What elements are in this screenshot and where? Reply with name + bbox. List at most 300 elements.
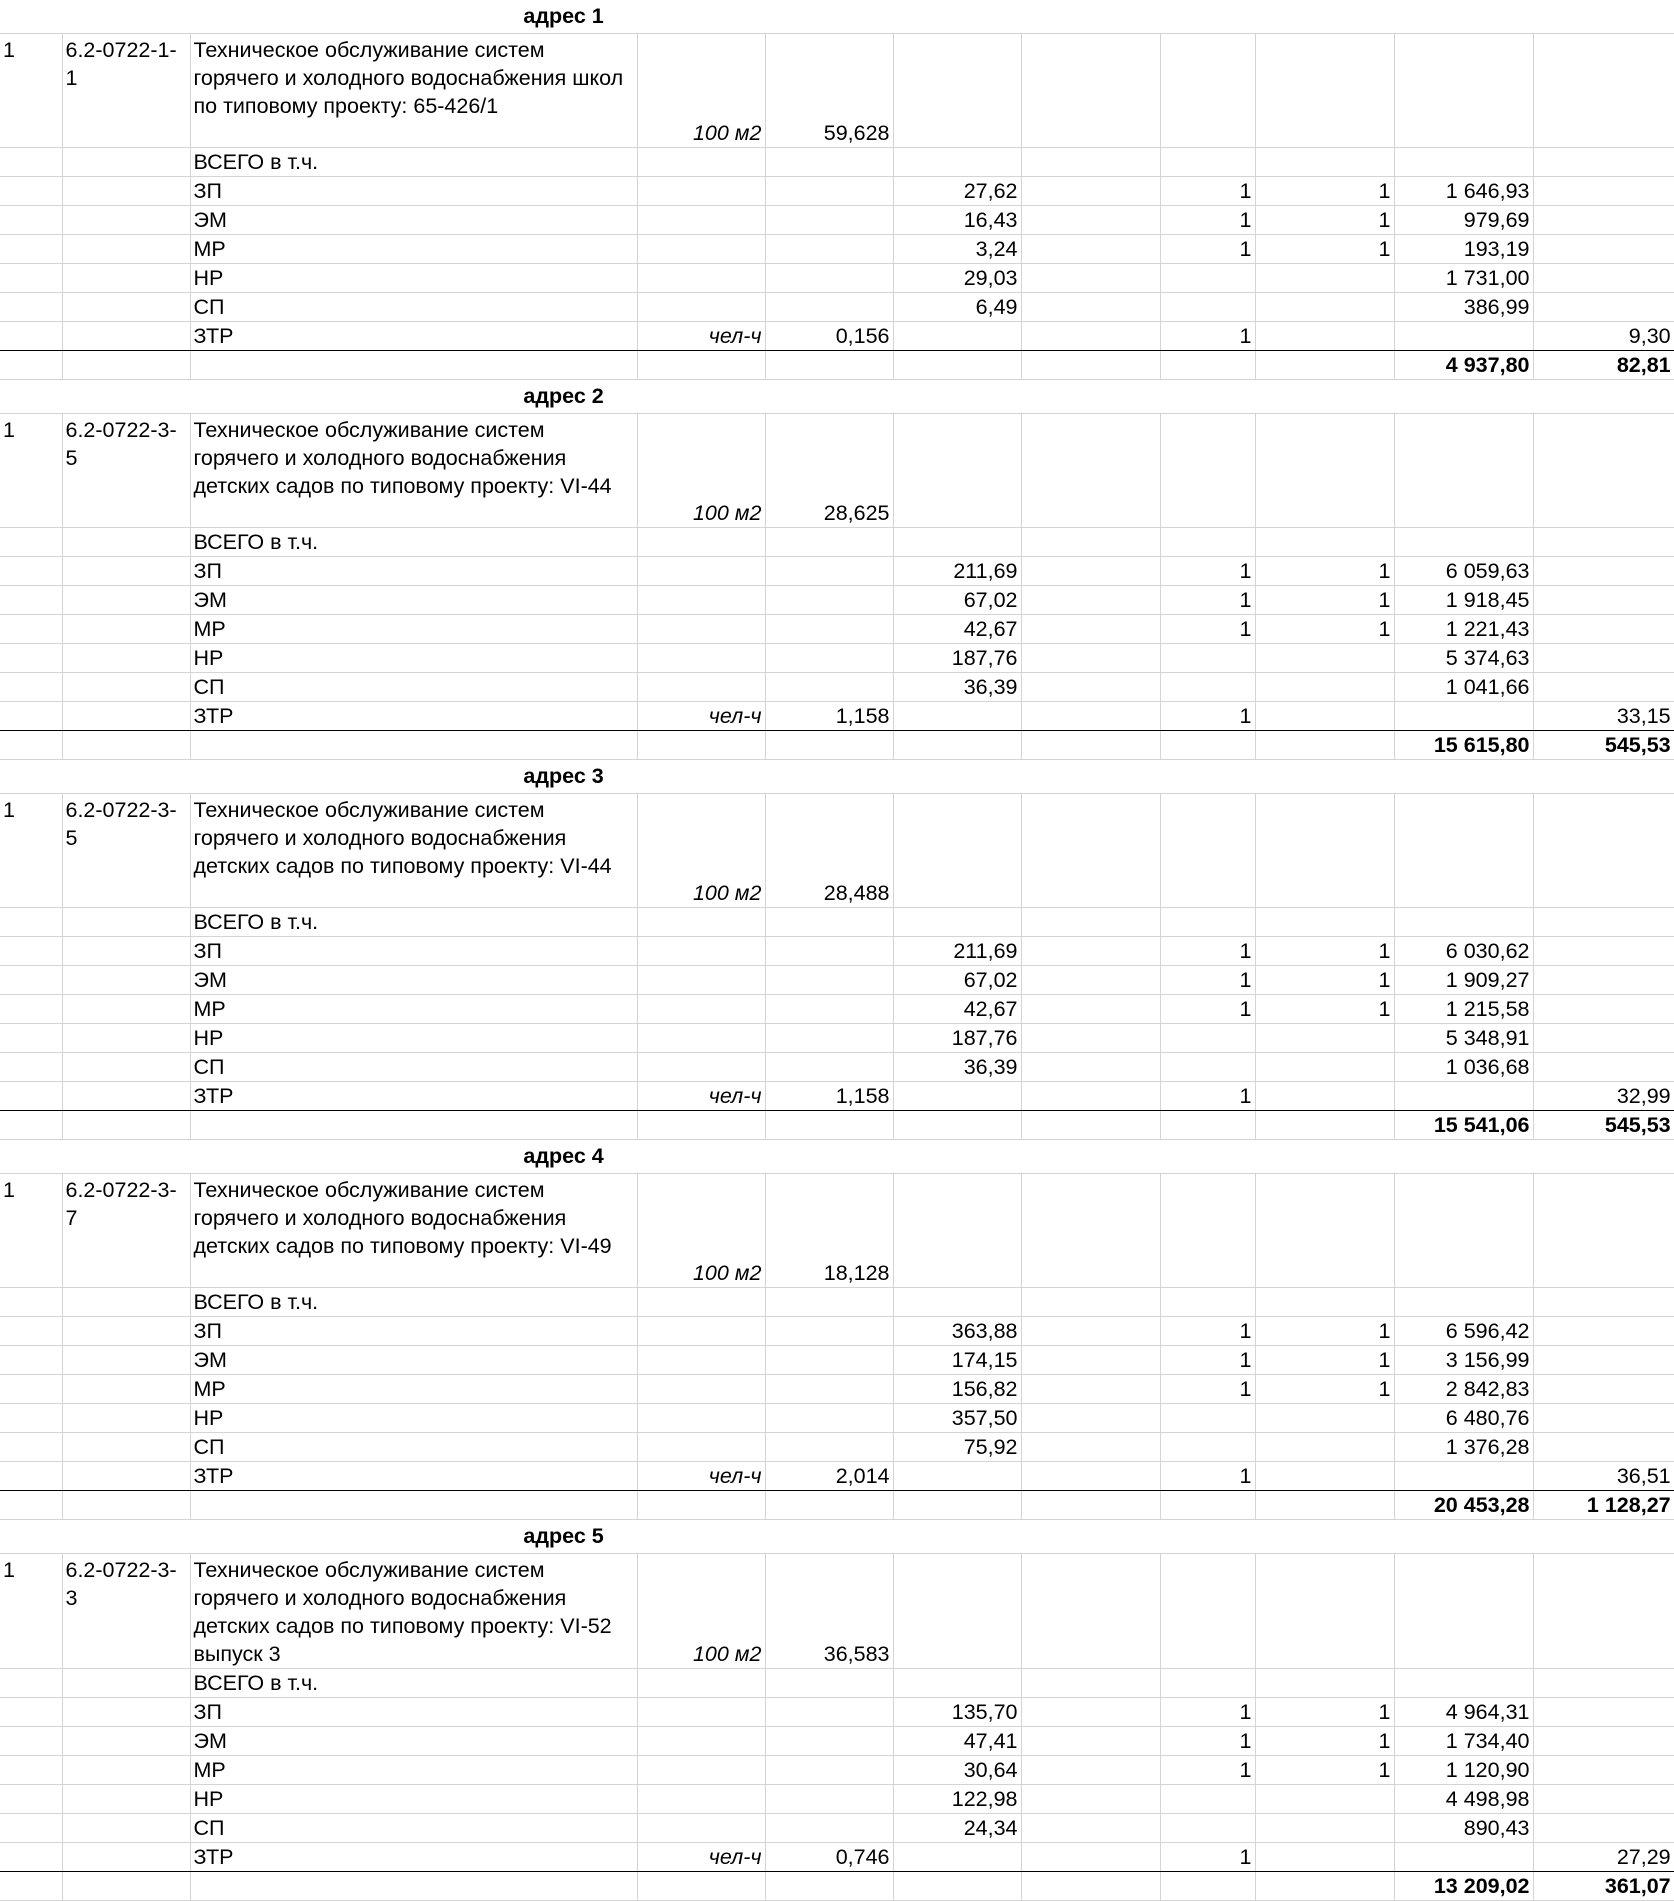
item-quantity[interactable]: 28,625 [765,414,893,528]
cell[interactable] [1533,1174,1674,1288]
cell[interactable] [637,908,765,937]
cell[interactable] [1533,794,1674,908]
cost-base[interactable]: 211,69 [893,557,1021,586]
cell[interactable] [0,1433,62,1462]
cell[interactable] [1394,528,1533,557]
cost-quantity[interactable] [765,235,893,264]
cell[interactable] [1021,1462,1160,1491]
cell[interactable] [0,351,62,380]
cost-label[interactable]: НР [190,1785,637,1814]
vsego-label[interactable]: ВСЕГО в т.ч. [190,1288,637,1317]
cell[interactable] [62,1491,190,1520]
cost-quantity[interactable]: 2,014 [765,1462,893,1491]
cost-quantity[interactable] [765,937,893,966]
cell[interactable] [1255,414,1394,528]
cost-label[interactable]: МР [190,995,637,1024]
cell[interactable] [893,1872,1021,1901]
cell[interactable] [1021,702,1160,731]
cell[interactable] [0,1698,62,1727]
cell[interactable] [1021,414,1160,528]
cell[interactable] [0,1024,62,1053]
cost-unit[interactable]: чел-ч [637,1843,765,1872]
cost-base[interactable]: 29,03 [893,264,1021,293]
cost-label[interactable]: ЗТР [190,702,637,731]
cell[interactable] [1255,731,1394,760]
cost-unit[interactable] [637,1317,765,1346]
cell[interactable] [62,264,190,293]
cost-coef-2[interactable] [1255,1404,1394,1433]
cost-total[interactable] [1394,1462,1533,1491]
cost-coef-1[interactable]: 1 [1160,702,1255,731]
cell[interactable] [1021,615,1160,644]
cell[interactable] [0,908,62,937]
block-sum-total[interactable]: 15 541,06 [1394,1111,1533,1140]
cost-base[interactable]: 363,88 [893,1317,1021,1346]
cell[interactable] [1255,1174,1394,1288]
cost-quantity[interactable] [765,995,893,1024]
cell[interactable] [0,206,62,235]
cost-unit[interactable] [637,177,765,206]
cost-unit[interactable] [637,1727,765,1756]
cost-quantity[interactable] [765,1433,893,1462]
cost-unit[interactable] [637,557,765,586]
cost-coef-2[interactable] [1255,1024,1394,1053]
cost-total[interactable]: 1 909,27 [1394,966,1533,995]
cell[interactable] [1021,1491,1160,1520]
cell[interactable] [1021,1317,1160,1346]
cell[interactable] [1021,351,1160,380]
cell[interactable] [0,1375,62,1404]
cell[interactable] [893,908,1021,937]
cost-labor[interactable] [1533,937,1674,966]
cost-label[interactable]: ЗП [190,1317,637,1346]
cell[interactable] [1394,414,1533,528]
cost-quantity[interactable] [765,1404,893,1433]
cell[interactable] [62,1843,190,1872]
cost-unit[interactable] [637,644,765,673]
cell[interactable] [62,322,190,351]
block-sum-total[interactable]: 13 209,02 [1394,1872,1533,1901]
cell[interactable] [1021,1814,1160,1843]
cell[interactable] [1533,414,1674,528]
cell[interactable] [1160,1288,1255,1317]
cost-label[interactable]: НР [190,264,637,293]
cell[interactable] [1160,1174,1255,1288]
cell[interactable] [1533,34,1674,148]
cost-base[interactable]: 27,62 [893,177,1021,206]
cell[interactable] [1021,731,1160,760]
cell[interactable] [765,351,893,380]
cell[interactable] [637,148,765,177]
block-sum-total[interactable]: 4 937,80 [1394,351,1533,380]
cell[interactable] [0,235,62,264]
cost-label[interactable]: ЭМ [190,1346,637,1375]
cell[interactable] [765,731,893,760]
cost-labor[interactable] [1533,1317,1674,1346]
block-sum-labor[interactable]: 545,53 [1533,731,1674,760]
cell[interactable] [190,351,637,380]
cost-coef-1[interactable] [1160,264,1255,293]
cell[interactable] [62,908,190,937]
cell[interactable] [1021,1669,1160,1698]
cost-coef-1[interactable] [1160,1404,1255,1433]
cell[interactable] [62,1024,190,1053]
cell[interactable] [0,1727,62,1756]
cost-total[interactable]: 386,99 [1394,293,1533,322]
block-sum-total[interactable]: 15 615,80 [1394,731,1533,760]
cell[interactable] [1160,1491,1255,1520]
cell[interactable] [637,1669,765,1698]
cell[interactable] [0,1317,62,1346]
item-quantity[interactable]: 18,128 [765,1174,893,1288]
cell[interactable] [893,34,1021,148]
cell[interactable] [1394,908,1533,937]
cell[interactable] [893,1174,1021,1288]
cost-coef-2[interactable]: 1 [1255,586,1394,615]
cost-label[interactable]: СП [190,1053,637,1082]
cost-total[interactable]: 1 918,45 [1394,586,1533,615]
cost-labor[interactable] [1533,264,1674,293]
cost-label[interactable]: МР [190,235,637,264]
item-description[interactable]: Техническое обслуживание систем горячего и холодного водоснабжения школ по типовому проекту: 65-426/1 [190,34,637,148]
cell[interactable] [893,1554,1021,1669]
cost-coef-2[interactable] [1255,293,1394,322]
cost-label[interactable]: МР [190,1375,637,1404]
cell[interactable] [0,1669,62,1698]
cell[interactable] [190,1491,637,1520]
cell[interactable] [1255,34,1394,148]
cost-base[interactable]: 211,69 [893,937,1021,966]
cost-quantity[interactable] [765,615,893,644]
cell[interactable] [1160,1111,1255,1140]
cost-total[interactable]: 1 646,93 [1394,177,1533,206]
cell[interactable] [62,1404,190,1433]
vsego-label[interactable]: ВСЕГО в т.ч. [190,148,637,177]
cell[interactable] [1255,148,1394,177]
cell[interactable] [62,731,190,760]
cell[interactable] [62,702,190,731]
cost-unit[interactable] [637,293,765,322]
cell[interactable] [1160,528,1255,557]
cost-labor[interactable]: 32,99 [1533,1082,1674,1111]
cell[interactable] [0,937,62,966]
cost-unit[interactable] [637,1756,765,1785]
cost-total[interactable]: 1 041,66 [1394,673,1533,702]
cell[interactable] [0,322,62,351]
cost-quantity[interactable]: 0,746 [765,1843,893,1872]
cost-label[interactable]: ЗТР [190,322,637,351]
cell[interactable] [62,586,190,615]
cost-label[interactable]: ЗП [190,1698,637,1727]
cell[interactable] [1021,1082,1160,1111]
cell[interactable] [1255,528,1394,557]
cell[interactable] [1021,1111,1160,1140]
cell[interactable] [0,1053,62,1082]
cell[interactable] [62,1082,190,1111]
cost-coef-1[interactable]: 1 [1160,322,1255,351]
cell[interactable] [765,1491,893,1520]
cost-labor[interactable]: 9,30 [1533,322,1674,351]
cost-base[interactable] [893,322,1021,351]
cell[interactable] [893,528,1021,557]
cell[interactable] [1533,148,1674,177]
cost-quantity[interactable] [765,1375,893,1404]
cost-labor[interactable] [1533,1433,1674,1462]
item-number[interactable]: 1 [0,34,62,148]
cost-coef-2[interactable]: 1 [1255,557,1394,586]
cost-label[interactable]: СП [190,1433,637,1462]
cell[interactable] [1160,1669,1255,1698]
cost-label[interactable]: МР [190,1756,637,1785]
cost-quantity[interactable] [765,206,893,235]
cell[interactable] [893,1111,1021,1140]
cost-coef-2[interactable] [1255,1785,1394,1814]
cost-total[interactable]: 6 596,42 [1394,1317,1533,1346]
cell[interactable] [1160,1554,1255,1669]
item-quantity[interactable]: 36,583 [765,1554,893,1669]
cost-coef-1[interactable]: 1 [1160,1082,1255,1111]
cost-unit[interactable] [637,937,765,966]
cell[interactable] [1021,264,1160,293]
block-sum-labor[interactable]: 545,53 [1533,1111,1674,1140]
cell[interactable] [62,644,190,673]
cost-base[interactable]: 36,39 [893,673,1021,702]
cost-quantity[interactable] [765,1727,893,1756]
vsego-label[interactable]: ВСЕГО в т.ч. [190,528,637,557]
cost-unit[interactable] [637,206,765,235]
cost-unit[interactable] [637,615,765,644]
cell[interactable] [0,557,62,586]
cost-base[interactable] [893,1462,1021,1491]
cost-quantity[interactable] [765,1814,893,1843]
cost-unit[interactable]: чел-ч [637,702,765,731]
cost-labor[interactable] [1533,1053,1674,1082]
cell[interactable] [62,1462,190,1491]
cost-coef-2[interactable]: 1 [1255,1756,1394,1785]
cell[interactable] [1255,908,1394,937]
cell[interactable] [1255,794,1394,908]
cost-unit[interactable] [637,1698,765,1727]
item-unit[interactable]: 100 м2 [637,794,765,908]
cell[interactable] [0,644,62,673]
item-number[interactable]: 1 [0,1554,62,1669]
cell[interactable] [1255,1872,1394,1901]
cell[interactable] [893,731,1021,760]
cost-label[interactable]: ЗТР [190,1843,637,1872]
cost-coef-1[interactable]: 1 [1160,177,1255,206]
cost-total[interactable]: 890,43 [1394,1814,1533,1843]
cost-total[interactable]: 1 036,68 [1394,1053,1533,1082]
cost-labor[interactable] [1533,644,1674,673]
cost-total[interactable]: 3 156,99 [1394,1346,1533,1375]
cell[interactable] [1021,1375,1160,1404]
cell[interactable] [62,995,190,1024]
cost-base[interactable]: 42,67 [893,615,1021,644]
cell[interactable] [62,1346,190,1375]
cell[interactable] [62,1756,190,1785]
cell[interactable] [1160,1872,1255,1901]
cost-unit[interactable] [637,264,765,293]
cost-labor[interactable] [1533,995,1674,1024]
cost-quantity[interactable] [765,293,893,322]
cell[interactable] [0,615,62,644]
cost-coef-1[interactable] [1160,1814,1255,1843]
cell[interactable] [765,1288,893,1317]
cost-coef-1[interactable]: 1 [1160,995,1255,1024]
cell[interactable] [1021,966,1160,995]
cost-unit[interactable] [637,586,765,615]
cost-base[interactable]: 187,76 [893,1024,1021,1053]
cell[interactable] [1160,794,1255,908]
cell[interactable] [1021,1433,1160,1462]
cost-labor[interactable] [1533,1024,1674,1053]
cell[interactable] [62,235,190,264]
cost-coef-2[interactable]: 1 [1255,1346,1394,1375]
cost-coef-1[interactable]: 1 [1160,1698,1255,1727]
cost-coef-1[interactable]: 1 [1160,615,1255,644]
cost-quantity[interactable] [765,1317,893,1346]
cell[interactable] [62,1698,190,1727]
cost-labor[interactable] [1533,293,1674,322]
cost-label[interactable]: ЗП [190,177,637,206]
cost-base[interactable]: 135,70 [893,1698,1021,1727]
cell[interactable] [765,1669,893,1698]
cost-quantity[interactable] [765,644,893,673]
cell[interactable] [62,148,190,177]
cell[interactable] [1394,1669,1533,1698]
cost-total[interactable]: 1 376,28 [1394,1433,1533,1462]
cost-base[interactable]: 42,67 [893,995,1021,1024]
cost-coef-1[interactable]: 1 [1160,206,1255,235]
cell[interactable] [0,1756,62,1785]
cell[interactable] [1021,148,1160,177]
cell[interactable] [1021,1053,1160,1082]
cell[interactable] [1160,34,1255,148]
cost-base[interactable]: 122,98 [893,1785,1021,1814]
cell[interactable] [637,731,765,760]
cell[interactable] [637,351,765,380]
cost-label[interactable]: ЭМ [190,966,637,995]
cost-labor[interactable] [1533,586,1674,615]
cell[interactable] [62,1111,190,1140]
cell[interactable] [1160,414,1255,528]
item-description[interactable]: Техническое обслуживание систем горячего и холодного водоснабжения детских садов по типовому проекту: VI-44 [190,794,637,908]
cost-label[interactable]: ЭМ [190,586,637,615]
cost-base[interactable]: 156,82 [893,1375,1021,1404]
item-unit[interactable]: 100 м2 [637,414,765,528]
cost-labor[interactable] [1533,1698,1674,1727]
cost-total[interactable]: 1 221,43 [1394,615,1533,644]
cost-labor[interactable] [1533,966,1674,995]
cell[interactable] [1160,731,1255,760]
cost-coef-1[interactable]: 1 [1160,1317,1255,1346]
cost-total[interactable]: 1 215,58 [1394,995,1533,1024]
cell[interactable] [1021,1872,1160,1901]
cell[interactable] [62,206,190,235]
cost-coef-2[interactable]: 1 [1255,937,1394,966]
cell[interactable] [1021,937,1160,966]
cost-total[interactable]: 4 964,31 [1394,1698,1533,1727]
cell[interactable] [62,1053,190,1082]
cost-coef-1[interactable] [1160,673,1255,702]
cost-total[interactable]: 2 842,83 [1394,1375,1533,1404]
cell[interactable] [765,1872,893,1901]
cell[interactable] [0,1872,62,1901]
item-quantity[interactable]: 59,628 [765,34,893,148]
cost-coef-1[interactable]: 1 [1160,1346,1255,1375]
vsego-label[interactable]: ВСЕГО в т.ч. [190,1669,637,1698]
cell[interactable] [1021,1756,1160,1785]
cost-unit[interactable]: чел-ч [637,322,765,351]
cell[interactable] [1021,995,1160,1024]
cell[interactable] [0,1346,62,1375]
cell[interactable] [0,1814,62,1843]
cell[interactable] [893,1288,1021,1317]
cell[interactable] [62,1317,190,1346]
cost-unit[interactable] [637,1346,765,1375]
cell[interactable] [1533,1554,1674,1669]
cost-total[interactable]: 4 498,98 [1394,1785,1533,1814]
cell[interactable] [190,731,637,760]
cost-base[interactable]: 187,76 [893,644,1021,673]
cost-coef-1[interactable]: 1 [1160,235,1255,264]
cost-total[interactable]: 1 120,90 [1394,1756,1533,1785]
cell[interactable] [0,731,62,760]
cost-coef-2[interactable] [1255,1814,1394,1843]
cost-label[interactable]: ЗТР [190,1082,637,1111]
cost-labor[interactable] [1533,206,1674,235]
cost-unit[interactable]: чел-ч [637,1082,765,1111]
cost-quantity[interactable] [765,557,893,586]
cost-base[interactable]: 67,02 [893,586,1021,615]
cell[interactable] [0,966,62,995]
cell[interactable] [62,1814,190,1843]
cost-quantity[interactable] [765,264,893,293]
cell[interactable] [1533,528,1674,557]
cell[interactable] [1021,673,1160,702]
cost-coef-1[interactable]: 1 [1160,586,1255,615]
cell[interactable] [893,351,1021,380]
cell[interactable] [1533,908,1674,937]
block-sum-total[interactable]: 20 453,28 [1394,1491,1533,1520]
cell[interactable] [1394,148,1533,177]
cell[interactable] [0,1111,62,1140]
cost-labor[interactable] [1533,1785,1674,1814]
cell[interactable] [1255,351,1394,380]
cell[interactable] [1533,1288,1674,1317]
cost-coef-2[interactable]: 1 [1255,1317,1394,1346]
cost-coef-2[interactable]: 1 [1255,177,1394,206]
cell[interactable] [62,966,190,995]
cost-total[interactable]: 1 731,00 [1394,264,1533,293]
cell[interactable] [1021,1554,1160,1669]
cost-base[interactable]: 174,15 [893,1346,1021,1375]
cost-coef-2[interactable]: 1 [1255,966,1394,995]
cell[interactable] [1021,322,1160,351]
cell[interactable] [62,1669,190,1698]
cell[interactable] [62,1785,190,1814]
cost-labor[interactable] [1533,1756,1674,1785]
cell[interactable] [1021,1174,1160,1288]
cost-unit[interactable] [637,1053,765,1082]
cost-labor[interactable] [1533,615,1674,644]
cell[interactable] [893,1669,1021,1698]
cost-base[interactable]: 67,02 [893,966,1021,995]
item-code[interactable]: 6.2-0722-3-5 [62,414,190,528]
cell[interactable] [1021,1843,1160,1872]
cell[interactable] [1160,908,1255,937]
block-sum-labor[interactable]: 82,81 [1533,351,1674,380]
